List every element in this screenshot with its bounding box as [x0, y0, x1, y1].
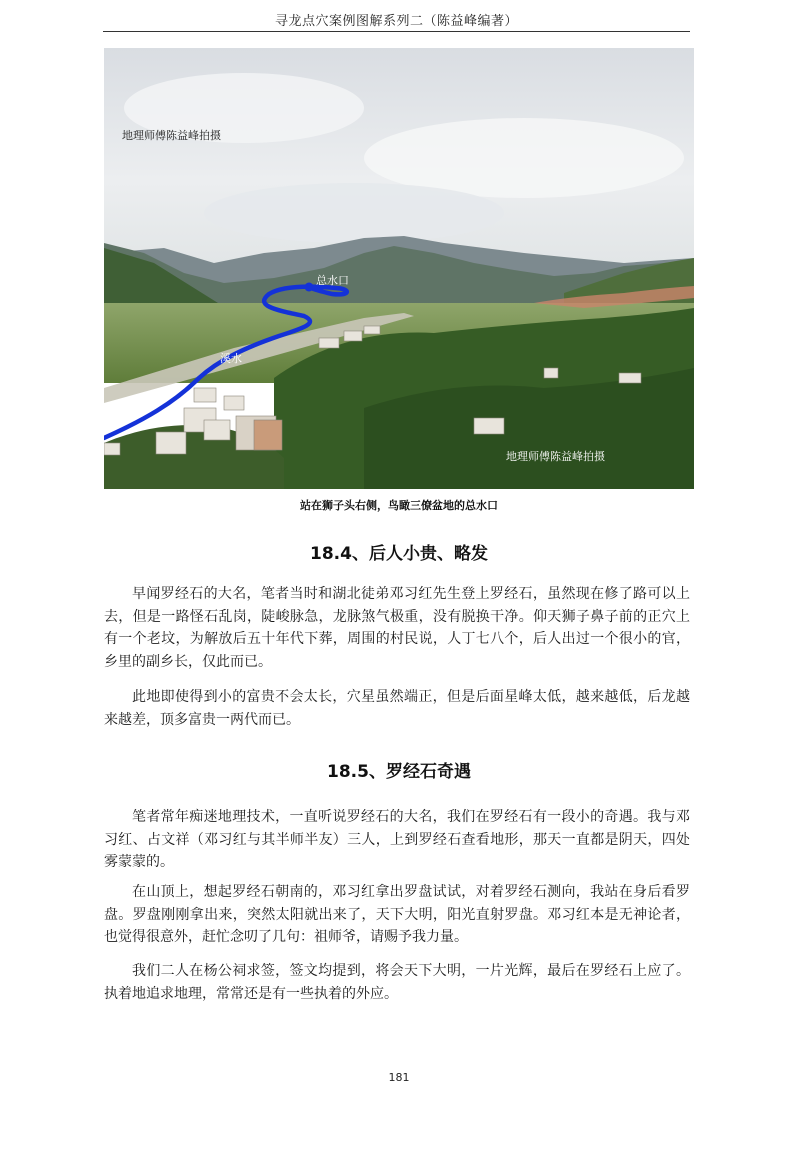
- outlet-marker: [305, 283, 314, 292]
- label-outlet: 总水口: [316, 274, 349, 287]
- landscape-photo: [104, 48, 694, 489]
- photo-caption: 站在狮子头右侧，鸟瞰三僚盆地的总水口: [300, 499, 498, 512]
- watermark-bottom: 地理师傅陈益峰拍摄: [506, 450, 605, 463]
- paragraph: 此地即使得到小的富贵不会太长，穴星虽然端正，但是后面星峰太低，越来越低，后龙越来越差，顶多富贵一两代而已。: [104, 689, 690, 728]
- label-stream: 溪水: [220, 352, 242, 365]
- section-heading-18-4: 18.4、后人小贵、略发: [310, 544, 488, 564]
- header-rule: [103, 31, 690, 32]
- page-number: 181: [388, 1071, 410, 1084]
- paragraph: 早闻罗经石的大名，笔者当时和湖北徒弟邓习红先生登上罗经石，虽然现在修了路可以上去，但是一路怪石乱岗，陡峻脉急，龙脉煞气极重，没有脱换干净。仰天狮子鼻子前的正穴上有一个老坟，为解放后五十年代下葬，周围的村民说，人丁七八个，后人出过一个很小的官，乡里的副乡长，仅此而已。: [104, 586, 690, 670]
- paragraph: 在山顶上，想起罗经石朝南的，邓习红拿出罗盘试试，对着罗经石测向，我站在身后看罗盘。罗盘刚刚拿出来，突然太阳就出来了，天下大明，阳光直射罗盘。邓习红本是无神论者，也觉得很意外，赶忙念叨了几句：祖师爷，请赐予我力量。: [104, 884, 690, 945]
- watermark-top: 地理师傅陈益峰拍摄: [122, 129, 221, 142]
- section-heading-18-5: 18.5、罗经石奇遇: [327, 762, 471, 782]
- paragraph: 笔者常年痴迷地理技术，一直听说罗经石的大名，我们在罗经石有一段小的奇遇。我与邓习红、占文祥（邓习红与其半师半友）三人，上到罗经石查看地形，那天一直都是阴天，四处雾蒙蒙的。: [104, 809, 690, 870]
- paragraph: 我们二人在杨公祠求签，签文均提到，将会天下大明，一片光辉，最后在罗经石上应了。执着地追求地理，常常还是有一些执着的外应。: [104, 963, 690, 1002]
- running-header: 寻龙点穴案例图解系列二（陈益峰编著）: [274, 14, 518, 29]
